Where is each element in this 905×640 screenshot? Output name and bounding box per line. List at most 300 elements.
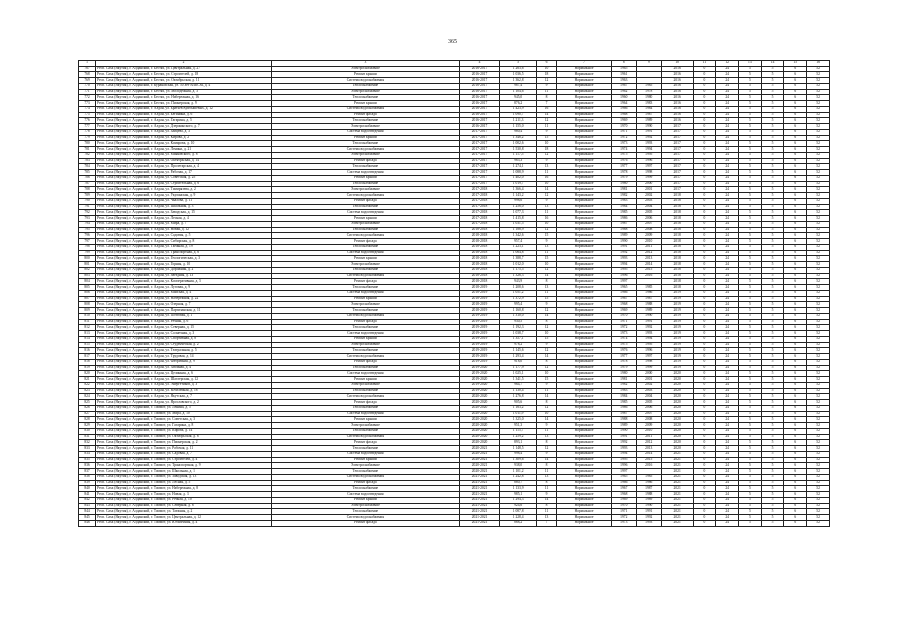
column-number: 6: [536, 61, 556, 67]
value-cell: 6: [784, 388, 807, 394]
condition-cell: Нормальное: [557, 267, 612, 273]
value-cell: 24: [716, 411, 739, 417]
work-type-cell: Теплоснабжение: [272, 118, 459, 124]
value-cell: 6: [784, 509, 807, 515]
area-cell: 1 160,8: [500, 308, 536, 314]
built-year-cell: 1996: [611, 273, 636, 279]
condition-cell: Нормальное: [557, 273, 612, 279]
value-cell: 0: [693, 233, 716, 239]
plan-year-cell: 2018: [661, 262, 693, 268]
value-cell: 24: [716, 457, 739, 463]
repair-year-cell: 1987: [636, 486, 661, 492]
condition-cell: Нормальное: [557, 503, 612, 509]
value-cell: 0: [693, 112, 716, 118]
plan-year-cell: 2019: [661, 313, 693, 319]
area-cell: 1 415,8: [500, 216, 536, 222]
row-number-cell: 805: [79, 285, 96, 291]
condition-cell: Нормальное: [557, 233, 612, 239]
area-cell: 1 208,6: [500, 285, 536, 291]
period-cell: 2019-2019: [459, 354, 500, 360]
value-cell: 0: [693, 497, 716, 503]
repair-year-cell: 2001: [636, 377, 661, 383]
address-cell: Респ. Саха (Якутия), г. Алданский, г. Бестях, ул. Строителей, д. 18: [96, 72, 272, 78]
address-cell: Респ. Саха (Якутия), г. Алданский, г. Алдан, ул. Спортивная, д. 8: [96, 336, 272, 342]
work-type-cell: Теплоснабжение: [272, 285, 459, 291]
value-cell: 52: [807, 244, 830, 250]
period-cell: 2017-2018: [459, 216, 500, 222]
floors-cell: 10: [536, 371, 556, 377]
value-cell: 24: [716, 336, 739, 342]
value-cell: 52: [807, 423, 830, 429]
value-cell: 24: [716, 365, 739, 371]
built-year-cell: 1970: [611, 124, 636, 130]
condition-cell: Нормальное: [557, 423, 612, 429]
column-number: 8: [611, 61, 636, 67]
area-cell: 1 148,5: [500, 446, 536, 452]
work-type-cell: Теплоснабжение: [272, 204, 459, 210]
floors-cell: 10: [536, 331, 556, 337]
repair-year-cell: 1989: [636, 308, 661, 314]
area-cell: 1 025,1: [500, 371, 536, 377]
value-cell: 5: [761, 497, 784, 503]
repair-year-cell: 2013: [636, 256, 661, 262]
built-year-cell: 1962: [611, 89, 636, 95]
built-year-cell: 1991: [611, 434, 636, 440]
value-cell: 24: [716, 129, 739, 135]
value-cell: 52: [807, 342, 830, 348]
work-type-cell: Система водоснабжения: [272, 193, 459, 199]
value-cell: 5: [761, 365, 784, 371]
plan-year-cell: 2018: [661, 193, 693, 199]
repair-year-cell: 1995: [636, 152, 661, 158]
value-cell: 6: [784, 72, 807, 78]
address-cell: Респ. Саха (Якутия), г. Алданский, г. Бестях, ул. Молодежная, д. 3: [96, 89, 272, 95]
floors-cell: 11: [536, 428, 556, 434]
value-cell: 0: [693, 216, 716, 222]
period-cell: 2016-2017: [459, 83, 500, 89]
value-cell: 5: [738, 170, 761, 176]
period-cell: 2018-2019: [459, 302, 500, 308]
value-cell: 0: [693, 319, 716, 325]
repair-year-cell: 1985: [636, 474, 661, 480]
plan-year-cell: 2018: [661, 204, 693, 210]
row-number-cell: 773: [79, 101, 96, 107]
area-cell: 1 036,5: [500, 72, 536, 78]
condition-cell: Нормальное: [557, 198, 612, 204]
value-cell: 0: [693, 89, 716, 95]
condition-cell: Нормальное: [557, 446, 612, 452]
value-cell: 52: [807, 193, 830, 199]
work-type-cell: Система водоснабжения: [272, 434, 459, 440]
value-cell: 6: [784, 227, 807, 233]
row-number-cell: 844: [79, 509, 96, 515]
address-cell: Респ. Саха (Якутия), г. Алданский, г. Бестях, ул. Набережная, д. 16: [96, 95, 272, 101]
address-cell: Респ. Саха (Якутия), г. Алданский, г. Алдан, ул. Рабочая, д. 17: [96, 170, 272, 176]
repair-year-cell: 2016: [636, 463, 661, 469]
value-cell: 5: [738, 480, 761, 486]
value-cell: 6: [784, 66, 807, 72]
floors-cell: 7: [536, 520, 556, 526]
row-number-cell: 846: [79, 520, 96, 526]
value-cell: 24: [716, 371, 739, 377]
value-cell: 6: [784, 147, 807, 153]
value-cell: 0: [693, 101, 716, 107]
value-cell: 0: [693, 106, 716, 112]
work-type-cell: Система водоснабжения: [272, 474, 459, 480]
floors-cell: 15: [536, 377, 556, 383]
value-cell: 24: [716, 273, 739, 279]
value-cell: 52: [807, 262, 830, 268]
value-cell: 52: [807, 181, 830, 187]
work-type-cell: Система водоснабжения: [272, 313, 459, 319]
value-cell: 5: [761, 89, 784, 95]
value-cell: 6: [784, 256, 807, 262]
period-cell: 2017-2018: [459, 221, 500, 227]
floors-cell: 13: [536, 204, 556, 210]
value-cell: 5: [738, 112, 761, 118]
value-cell: 0: [693, 147, 716, 153]
built-year-cell: 1977: [611, 354, 636, 360]
value-cell: 52: [807, 336, 830, 342]
value-cell: 5: [761, 331, 784, 337]
repair-year-cell: 2015: [636, 457, 661, 463]
built-year-cell: 1989: [611, 423, 636, 429]
value-cell: 6: [784, 233, 807, 239]
value-cell: 0: [693, 336, 716, 342]
work-type-cell: Система водоотведения: [272, 411, 459, 417]
value-cell: 6: [784, 262, 807, 268]
value-cell: 5: [761, 118, 784, 124]
plan-year-cell: 2019: [661, 365, 693, 371]
value-cell: 52: [807, 474, 830, 480]
value-cell: 52: [807, 405, 830, 411]
condition-cell: Нормальное: [557, 331, 612, 337]
address-cell: Респ. Саха (Якутия), г. Алданский, г. Томмот, ул. Ленина, д. 5: [96, 405, 272, 411]
value-cell: 0: [693, 285, 716, 291]
repair-year-cell: 2006: [636, 216, 661, 222]
value-cell: 5: [761, 193, 784, 199]
plan-year-cell: 2020: [661, 423, 693, 429]
value-cell: 0: [693, 66, 716, 72]
address-cell: Респ. Саха (Якутия), г. Алданский, г. Алдан, ул. Мира, д. 7: [96, 221, 272, 227]
condition-cell: Нормальное: [557, 279, 612, 285]
value-cell: 6: [784, 181, 807, 187]
built-year-cell: 1976: [611, 348, 636, 354]
repair-year-cell: 1993: [636, 141, 661, 147]
value-cell: 5: [738, 440, 761, 446]
address-cell: Респ. Саха (Якутия), г. Алданский, г. Алдан, ул. Энергетиков, д. 3: [96, 382, 272, 388]
work-type-cell: Теплоснабжение: [272, 428, 459, 434]
area-cell: 1 145,6: [500, 348, 536, 354]
period-cell: 2016-2017: [459, 118, 500, 124]
address-cell: Респ. Саха (Якутия), г. Алданский, г. Алдан, ул. Почтовая, д. 1: [96, 313, 272, 319]
repair-year-cell: 1993: [636, 331, 661, 337]
work-type-cell: Ремонт фасада: [272, 480, 459, 486]
work-type-cell: Теплоснабжение: [272, 486, 459, 492]
value-cell: 6: [784, 457, 807, 463]
address-cell: Респ. Саха (Якутия), г. Алданский, г. Алдан, ул. Шахтерская, д. 12: [96, 377, 272, 383]
value-cell: 24: [716, 474, 739, 480]
area-cell: 1 310,0: [500, 313, 536, 319]
address-cell: Респ. Саха (Якутия), г. Алданский, г. Алдан, ул. Сибирская, д. 8: [96, 239, 272, 245]
condition-cell: Нормальное: [557, 89, 612, 95]
value-cell: 5: [738, 129, 761, 135]
row-number-cell: 831: [79, 434, 96, 440]
value-cell: 6: [784, 187, 807, 193]
value-cell: 0: [693, 95, 716, 101]
work-type-cell: Ремонт фасада: [272, 400, 459, 406]
row-number-cell: 811: [79, 319, 96, 325]
value-cell: 5: [761, 457, 784, 463]
value-cell: 6: [784, 359, 807, 365]
address-cell: Респ. Саха (Якутия), г. Алданский, г. Бестях, ул. Центральная, д. 27: [96, 66, 272, 72]
period-cell: 2020-2020: [459, 440, 500, 446]
row-number-cell: 781: [79, 147, 96, 153]
plan-year-cell: 2016: [661, 78, 693, 84]
work-type-cell: Ремонт крыши: [272, 72, 459, 78]
area-cell: 924,6: [500, 503, 536, 509]
value-cell: 24: [716, 158, 739, 164]
area-cell: 868,2: [500, 520, 536, 526]
value-cell: 0: [693, 394, 716, 400]
built-year-cell: 1973: [611, 331, 636, 337]
value-cell: 5: [738, 147, 761, 153]
value-cell: 0: [693, 124, 716, 130]
period-cell: 2019-2020: [459, 388, 500, 394]
work-type-cell: Система водоснабжения: [272, 354, 459, 360]
value-cell: 24: [716, 296, 739, 302]
repair-year-cell: 1986: [636, 480, 661, 486]
area-cell: 1 088,9: [500, 170, 536, 176]
value-cell: 5: [761, 515, 784, 521]
repair-year-cell: 1987: [636, 296, 661, 302]
value-cell: 52: [807, 170, 830, 176]
floors-cell: 9: [536, 158, 556, 164]
address-cell: Респ. Саха (Якутия), г. Алданский, г. Алдан, ул. Тимирязева, д. 2: [96, 187, 272, 193]
value-cell: 24: [716, 428, 739, 434]
floors-cell: 13: [536, 164, 556, 170]
address-cell: Респ. Саха (Якутия), г. Алданский, г. Томмот, ул. Рабочая, д. 11: [96, 446, 272, 452]
value-cell: 5: [761, 95, 784, 101]
work-type-cell: Электроснабжение: [272, 124, 459, 130]
value-cell: 0: [693, 342, 716, 348]
value-cell: 52: [807, 492, 830, 498]
value-cell: 52: [807, 89, 830, 95]
value-cell: 5: [761, 164, 784, 170]
plan-year-cell: 2017: [661, 175, 693, 181]
area-cell: 893,1: [500, 440, 536, 446]
built-year-cell: 1964: [611, 101, 636, 107]
value-cell: 5: [761, 423, 784, 429]
value-cell: 6: [784, 354, 807, 360]
repair-year-cell: 1985: [636, 83, 661, 89]
area-cell: 905,6: [500, 400, 536, 406]
period-cell: 2017-2017: [459, 170, 500, 176]
value-cell: 6: [784, 434, 807, 440]
built-year-cell: 1971: [611, 129, 636, 135]
row-number-cell: 810: [79, 313, 96, 319]
period-cell: 2021-2021: [459, 520, 500, 526]
built-year-cell: 1968: [611, 302, 636, 308]
value-cell: 5: [738, 319, 761, 325]
value-cell: 0: [693, 348, 716, 354]
value-cell: 5: [738, 273, 761, 279]
area-cell: 1 188,9: [500, 227, 536, 233]
floors-cell: 9: [536, 382, 556, 388]
value-cell: 6: [784, 78, 807, 84]
built-year-cell: 1986: [611, 216, 636, 222]
value-cell: 5: [738, 204, 761, 210]
value-cell: 0: [693, 250, 716, 256]
floors-cell: 11: [536, 250, 556, 256]
value-cell: 24: [716, 417, 739, 423]
period-cell: 2018-2018: [459, 267, 500, 273]
repair-year-cell: 1991: [636, 319, 661, 325]
work-type-cell: Теплоснабжение: [272, 267, 459, 273]
row-number-cell: 768: [79, 72, 96, 78]
work-type-cell: Теплоснабжение: [272, 405, 459, 411]
value-cell: 0: [693, 256, 716, 262]
work-type-cell: Система водоотведения: [272, 451, 459, 457]
value-cell: 24: [716, 480, 739, 486]
condition-cell: Нормальное: [557, 480, 612, 486]
plan-year-cell: 2016: [661, 66, 693, 72]
built-year-cell: 1974: [611, 147, 636, 153]
row-number-cell: 801: [79, 262, 96, 268]
column-number: 10: [661, 61, 693, 67]
value-cell: 6: [784, 319, 807, 325]
area-cell: 1 090,7: [500, 112, 536, 118]
built-year-cell: 1966: [611, 106, 636, 112]
area-cell: 943,9: [500, 279, 536, 285]
condition-cell: Нормальное: [557, 382, 612, 388]
floors-cell: 11: [536, 486, 556, 492]
plan-year-cell: 2017: [661, 135, 693, 141]
value-cell: 24: [716, 325, 739, 331]
work-type-cell: Система водоснабжения: [272, 78, 459, 84]
plan-year-cell: 2020: [661, 400, 693, 406]
condition-cell: Нормальное: [557, 101, 612, 107]
repair-year-cell: 1980: [636, 95, 661, 101]
value-cell: 0: [693, 279, 716, 285]
built-year-cell: 1989: [611, 233, 636, 239]
work-type-cell: Ремонт фасада: [272, 198, 459, 204]
value-cell: 5: [761, 342, 784, 348]
work-type-cell: Ремонт крыши: [272, 256, 459, 262]
value-cell: 6: [784, 152, 807, 158]
value-cell: 0: [693, 152, 716, 158]
repair-year-cell: 1999: [636, 175, 661, 181]
work-type-cell: Теплоснабжение: [272, 164, 459, 170]
value-cell: 24: [716, 216, 739, 222]
value-cell: 24: [716, 423, 739, 429]
value-cell: 6: [784, 313, 807, 319]
page-number: 365: [448, 39, 457, 45]
period-cell: 2018-2018: [459, 262, 500, 268]
condition-cell: Нормальное: [557, 290, 612, 296]
built-year-cell: 1965: [611, 285, 636, 291]
area-cell: 965,3: [500, 158, 536, 164]
built-year-cell: 1993: [611, 446, 636, 452]
value-cell: 52: [807, 279, 830, 285]
work-type-cell: Электроснабжение: [272, 152, 459, 158]
work-type-cell: Ремонт фасада: [272, 440, 459, 446]
value-cell: 5: [761, 388, 784, 394]
period-cell: 2018-2019: [459, 296, 500, 302]
value-cell: 6: [784, 348, 807, 354]
value-cell: 5: [738, 279, 761, 285]
value-cell: 5: [738, 382, 761, 388]
row-number-cell: 842: [79, 497, 96, 503]
value-cell: 5: [738, 486, 761, 492]
value-cell: 52: [807, 382, 830, 388]
condition-cell: Нормальное: [557, 256, 612, 262]
value-cell: 6: [784, 95, 807, 101]
value-cell: 5: [761, 152, 784, 158]
condition-cell: Нормальное: [557, 434, 612, 440]
built-year-cell: 1987: [611, 221, 636, 227]
plan-year-cell: 2017: [661, 129, 693, 135]
built-year-cell: 1980: [611, 181, 636, 187]
value-cell: 5: [738, 405, 761, 411]
floors-cell: 9: [536, 342, 556, 348]
value-cell: 5: [738, 210, 761, 216]
area-cell: 995,4: [500, 302, 536, 308]
column-number: 15: [784, 61, 807, 67]
period-cell: 2017-2018: [459, 204, 500, 210]
value-cell: 5: [738, 95, 761, 101]
condition-cell: Нормальное: [557, 336, 612, 342]
address-cell: Респ. Саха (Якутия), г. Алданский, г. Алдан, ул. Хвойная, д. 4: [96, 365, 272, 371]
work-type-cell: Система водоотведения: [272, 129, 459, 135]
plan-year-cell: 2017: [661, 164, 693, 170]
area-cell: 1 372,9: [500, 296, 536, 302]
work-type-cell: Электроснабжение: [272, 302, 459, 308]
floors-cell: 15: [536, 135, 556, 141]
value-cell: 5: [738, 509, 761, 515]
address-cell: Респ. Саха (Якутия), г. Алданский, г. Алдан, ул. Новая, д. 12: [96, 227, 272, 233]
value-cell: 5: [738, 515, 761, 521]
floors-cell: 14: [536, 313, 556, 319]
floors-cell: 11: [536, 124, 556, 130]
condition-cell: Нормальное: [557, 509, 612, 515]
value-cell: 5: [761, 158, 784, 164]
value-cell: 24: [716, 302, 739, 308]
repair-year-cell: 2009: [636, 233, 661, 239]
value-cell: 5: [738, 118, 761, 124]
value-cell: 52: [807, 221, 830, 227]
row-number-cell: 780: [79, 141, 96, 147]
area-cell: 1 228,4: [500, 515, 536, 521]
row-number-cell: 821: [79, 377, 96, 383]
value-cell: 5: [761, 262, 784, 268]
repair-year-cell: 1993: [636, 520, 661, 526]
period-cell: 2017-2017: [459, 164, 500, 170]
period-cell: 2017-2018: [459, 187, 500, 193]
condition-cell: Нормальное: [557, 319, 612, 325]
floors-cell: 12: [536, 348, 556, 354]
value-cell: 6: [784, 423, 807, 429]
work-type-cell: Ремонт фасада: [272, 359, 459, 365]
period-cell: 2016-2017: [459, 66, 500, 72]
address-cell: Респ. Саха (Якутия), г. Алданский, г. Томмот, ул. Пионерская, д. 2: [96, 440, 272, 446]
plan-year-cell: 2019: [661, 325, 693, 331]
floors-cell: 12: [536, 118, 556, 124]
condition-cell: Нормальное: [557, 428, 612, 434]
row-number-cell: 775: [79, 112, 96, 118]
work-type-cell: Система водоотведения: [272, 371, 459, 377]
work-type-cell: Теплоснабжение: [272, 469, 459, 475]
